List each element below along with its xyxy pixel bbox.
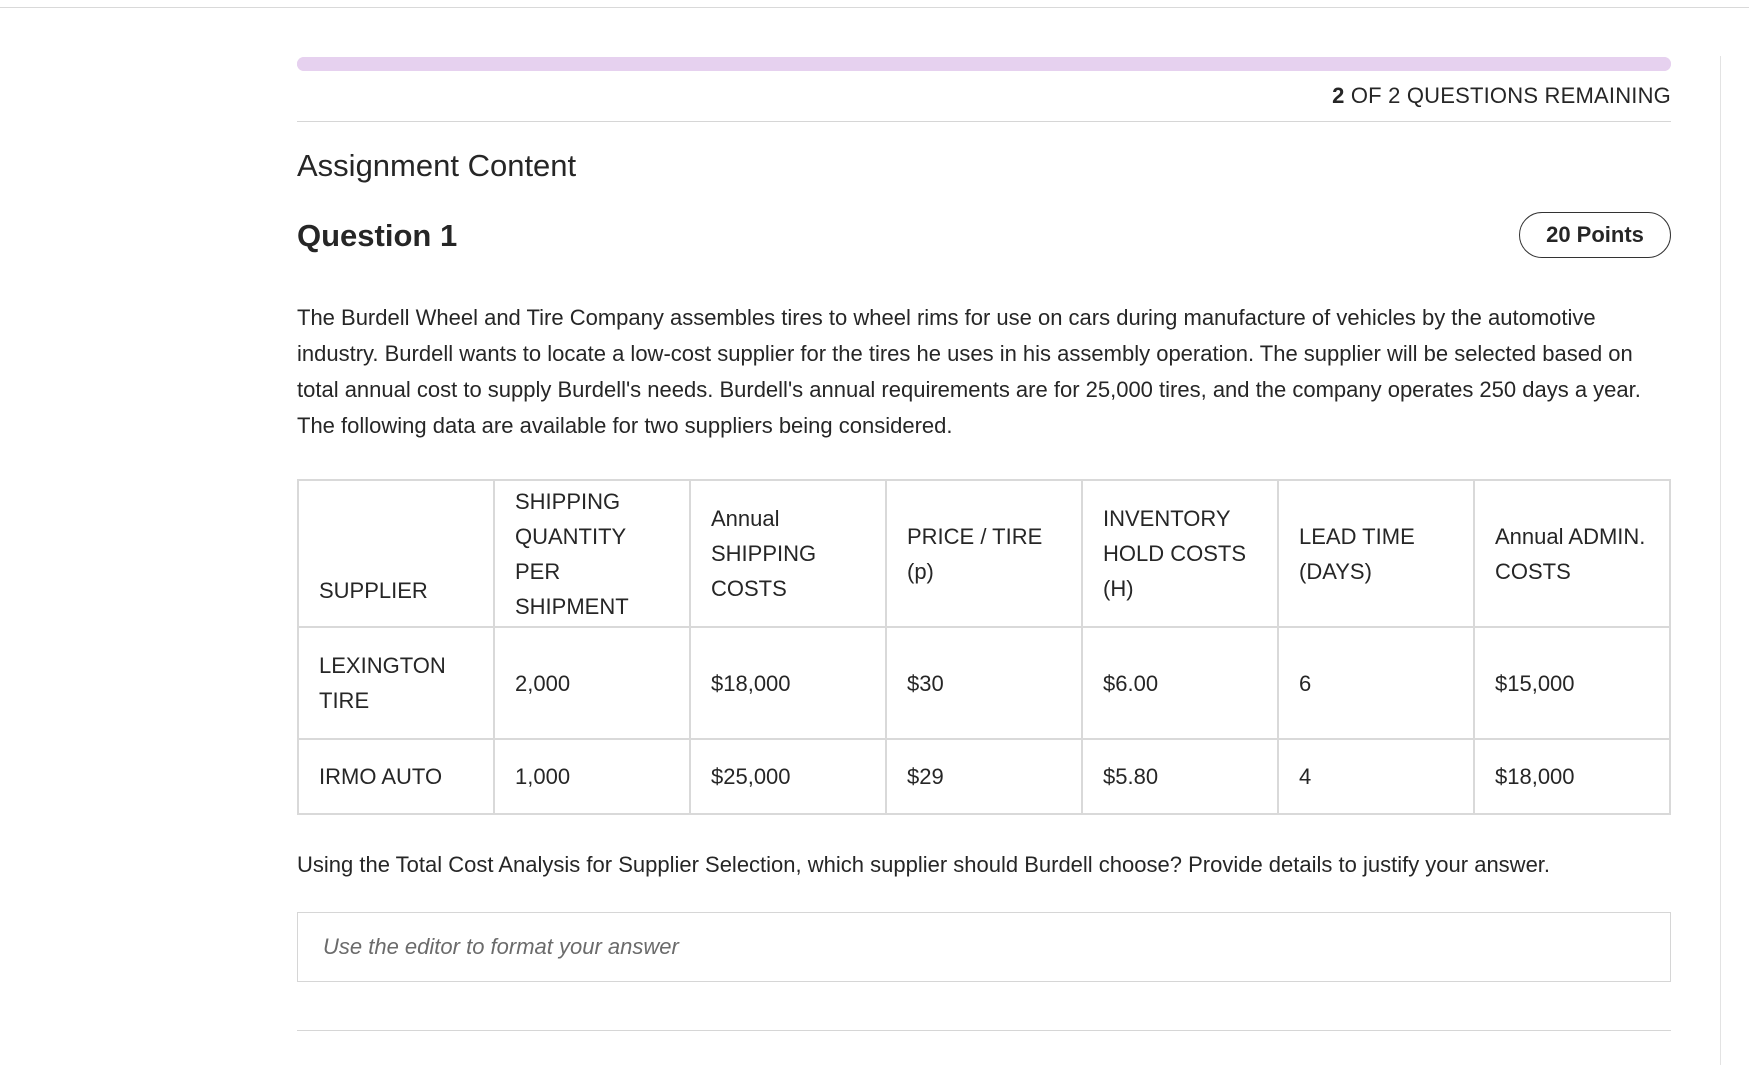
table-cell: $6.00 [1082, 627, 1278, 739]
table-cell: IRMO AUTO [298, 739, 494, 814]
right-scroll-edge [1720, 56, 1721, 1065]
table-cell: $18,000 [690, 627, 886, 739]
table-cell: $15,000 [1474, 627, 1670, 739]
table-row [298, 739, 1670, 814]
header-annual-shipping-costs: Annual SHIPPING COSTS [690, 480, 886, 627]
answer-editor[interactable]: Use the editor to format your answer [297, 912, 1671, 982]
table-cell: $29 [886, 739, 1082, 814]
remaining-count: 2 [1332, 83, 1345, 108]
footer-divider [297, 1030, 1671, 1031]
points-badge: 20 Points [1519, 212, 1671, 258]
progress-bar-fill [297, 57, 1671, 71]
header-inventory-hold-costs: INVENTORY HOLD COSTS (H) [1082, 480, 1278, 627]
question-text: The Burdell Wheel and Tire Company assembles tires to wheel rims for use on cars during manufacture of vehicles by the automotive industry. Burdell wants to locate a low-cost supplier for the tires he uses in his assembly operation. The supplier will be selected based on total annual cost to supply Burdell's needs. Burdell's annual requirements are for 25,000 tires, and the company operates 250 days a year. The following data are available for two suppliers being considered. [297, 305, 1641, 438]
remaining-label: OF 2 QUESTIONS REMAINING [1344, 83, 1671, 108]
table-cell: LEXINGTON TIRE [298, 627, 494, 739]
top-divider [0, 7, 1749, 8]
table-cell: $18,000 [1474, 739, 1670, 814]
header-shipping-quantity: SHIPPING QUANTITY PER SHIPMENT [494, 480, 690, 627]
table-row [298, 627, 1670, 739]
table-cell: $30 [886, 627, 1082, 739]
header-price-per-tire: PRICE / TIRE (p) [886, 480, 1082, 627]
assignment-title: Assignment Content [297, 148, 577, 183]
question-title: Question 1 [297, 218, 458, 253]
questions-remaining [1332, 83, 1671, 109]
table-cell: $25,000 [690, 739, 886, 814]
header-supplier: SUPPLIER [298, 480, 494, 627]
table-cell: 2,000 [494, 627, 690, 739]
table-header-row [298, 480, 1670, 627]
question-prompt: Using the Total Cost Analysis for Supplier Selection, which supplier should Burdell choose? Provide details to justify your answer. [297, 852, 1551, 877]
table-cell: 4 [1278, 739, 1474, 814]
supplier-table [297, 479, 1671, 815]
header-annual-admin-costs: Annual ADMIN. COSTS [1474, 480, 1670, 627]
header-divider [297, 121, 1671, 122]
table-cell: 1,000 [494, 739, 690, 814]
header-lead-time: LEAD TIME (DAYS) [1278, 480, 1474, 627]
progress-bar [297, 57, 1671, 71]
table-cell: 6 [1278, 627, 1474, 739]
table-cell: $5.80 [1082, 739, 1278, 814]
